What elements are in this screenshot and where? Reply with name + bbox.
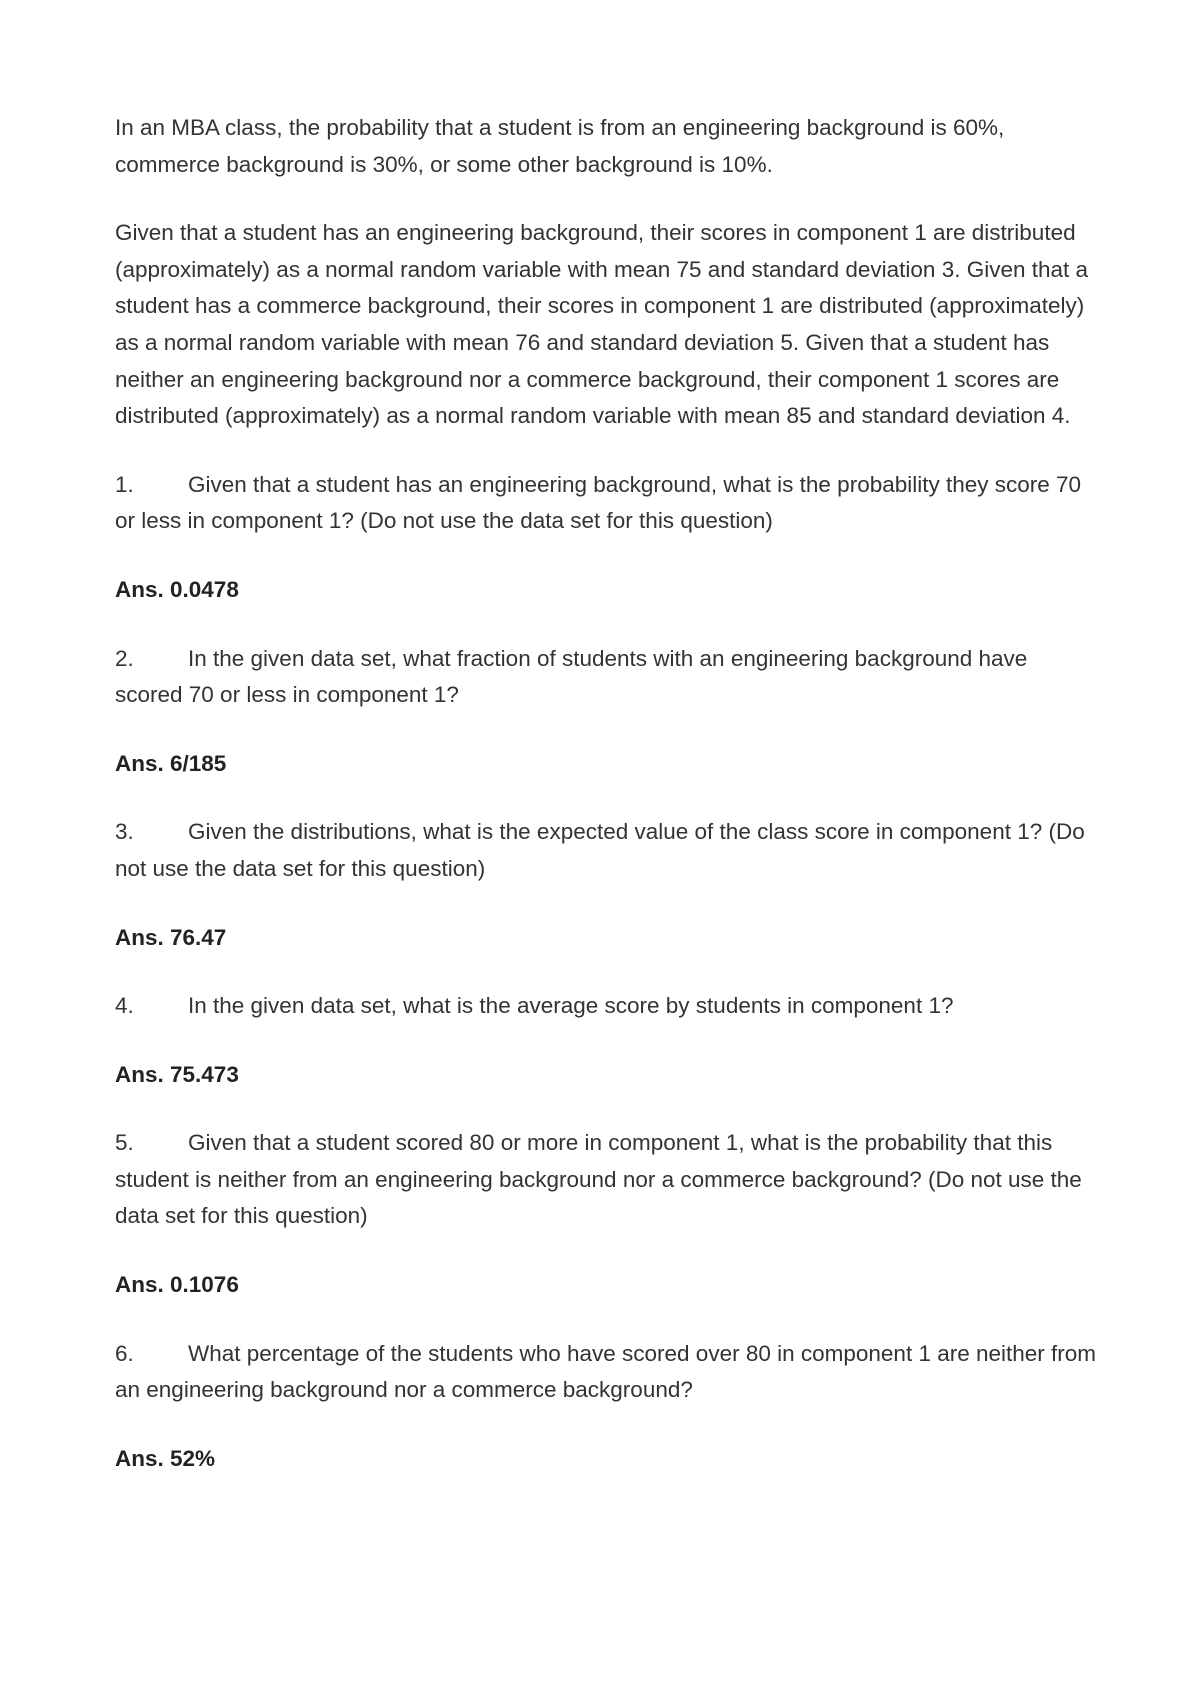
question-1 (115, 467, 1100, 540)
question-number: 1. (115, 471, 134, 497)
question-3 (115, 814, 1100, 887)
question-4 (115, 988, 1100, 1025)
answer-2: Ans. 6/185 (115, 750, 227, 776)
question-2 (115, 641, 1100, 714)
question-number: 4. (115, 993, 134, 1019)
question-text: In the given data set, what fraction of students with an engineering background have scored 70 or less in component 1? (115, 645, 1028, 708)
question-number: 2. (115, 645, 134, 671)
answer-1: Ans. 0.0478 (115, 576, 239, 602)
question-number: 5. (115, 1130, 134, 1156)
question-text: Given the distributions, what is the expected value of the class score in component 1? (Do not use the data set for this question) (115, 819, 1085, 881)
answer-3: Ans. 76.47 (115, 924, 227, 950)
distribution-paragraph: Given that a student has an engineering background, their scores in component 1 are distributed (approximately) as a normal random variable with mean 75 and standard deviation 3. Given that a student has a commerce background, their scores in component 1 are distributed (approximately) as a normal random variable with mean 76 and standard deviation 5. Given that a student has neither an engineering background nor a commerce background, their component 1 scores are distributed (approximately) as a normal random variable with mean 85 and standard deviation 4. (115, 220, 1089, 429)
answer-4: Ans. 75.473 (115, 1061, 239, 1087)
question-text: In the given data set, what is the average score by students in component 1? (188, 993, 954, 1019)
question-number: 6. (115, 1340, 134, 1366)
question-text: What percentage of the students who have scored over 80 in component 1 are neither from an engineering background nor a commerce background? (115, 1340, 1097, 1403)
answer-5: Ans. 0.1076 (115, 1272, 239, 1298)
document-body (115, 110, 1100, 1509)
question-5 (115, 1125, 1100, 1235)
answer-6: Ans. 52% (115, 1445, 216, 1471)
intro-paragraph: In an MBA class, the probability that a student is from an engineering background is 60%, commerce background is 30%, or some other background is 10%. (115, 115, 1005, 177)
question-text: Given that a student scored 80 or more in component 1, what is the probability that this student is neither from an engineering background nor a commerce background? (Do not use the data set for this question) (115, 1130, 1082, 1229)
question-text: Given that a student has an engineering background, what is the probability they score 70 or less in component 1? (Do not use the data set for this question) (115, 471, 1082, 534)
question-number: 3. (115, 819, 134, 845)
question-6 (115, 1336, 1100, 1409)
